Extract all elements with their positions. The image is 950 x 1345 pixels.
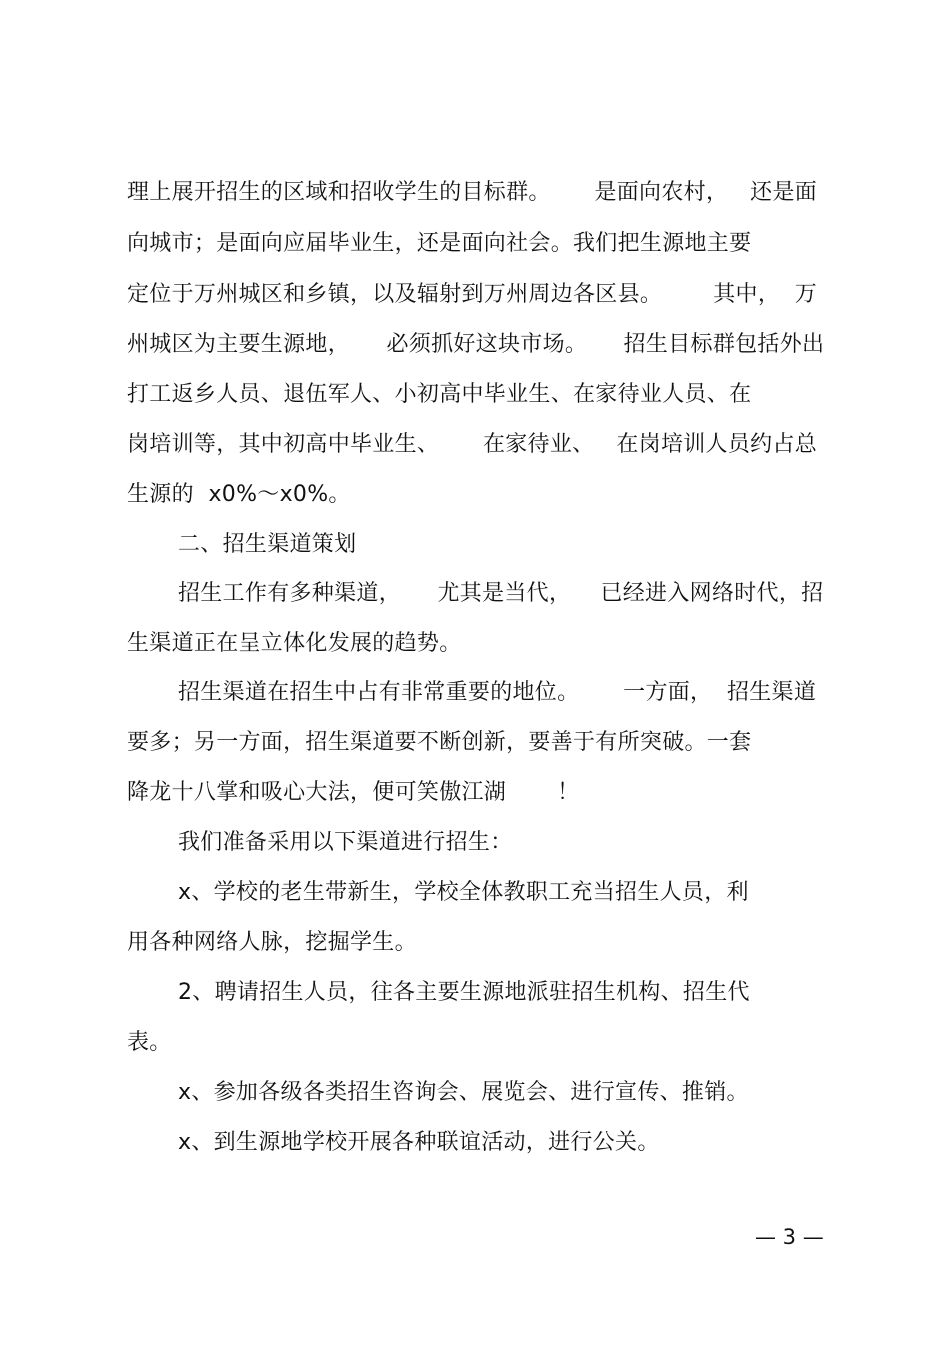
page-number: — 3 — bbox=[755, 1225, 824, 1249]
list-item-3: x、参加各级各类招生咨询会、展览会、进行宣传、推销。 bbox=[178, 1080, 749, 1105]
text-line-12: 要多；另一方面，招生渠道要不断创新，要善于有所突破。一套 bbox=[127, 730, 752, 755]
list-item-2-line-2: 表。 bbox=[127, 1030, 172, 1055]
text-line-11: 招生渠道在招生中占有非常重要的地位。 一方面， 招生渠道 bbox=[178, 680, 817, 705]
text-line-6: 岗培训等，其中初高中毕业生、 在家待业、 在岗培训人员约占总 bbox=[127, 432, 818, 457]
list-item-1-line-2: 用各种网络人脉，挖掘学生。 bbox=[127, 930, 417, 955]
text-line-1: 理上展开招生的区域和招收学生的目标群。 是面向农村， 还是面 bbox=[127, 180, 818, 205]
text-line-13: 降龙十八掌和吸心大法，便可笑傲江湖 ！ bbox=[127, 780, 580, 805]
text-line-10: 生渠道正在呈立体化发展的趋势。 bbox=[127, 631, 462, 656]
text-line-5: 打工返乡人员、退伍军人、小初高中毕业生、在家待业人员、在 bbox=[127, 382, 752, 407]
list-item-1-line-1: x、学校的老生带新生，学校全体教职工充当招生人员，利 bbox=[178, 880, 749, 905]
list-item-2-line-1: 2、聘请招生人员，往各主要生源地派驻招生机构、招生代 bbox=[178, 980, 750, 1005]
text-line-9: 招生工作有多种渠道， 尤其是当代， 已经进入网络时代，招 bbox=[178, 581, 824, 606]
text-line-14: 我们准备采用以下渠道进行招生： bbox=[178, 830, 513, 855]
text-line-3: 定位于万州城区和乡镇，以及辐射到万州周边各区县。 其中， 万 bbox=[127, 282, 818, 307]
section-heading: 二、招生渠道策划 bbox=[178, 532, 357, 557]
text-line-7: 生源的 x0%～x0%。 bbox=[127, 482, 351, 507]
text-line-2: 向城市；是面向应届毕业生，还是面向社会。我们把生源地主要 bbox=[127, 231, 752, 256]
text-line-4: 州城区为主要生源地， 必须抓好这块市场。 招生目标群包括外出 bbox=[127, 332, 825, 357]
list-item-4: x、到生源地学校开展各种联谊活动，进行公关。 bbox=[178, 1130, 660, 1155]
